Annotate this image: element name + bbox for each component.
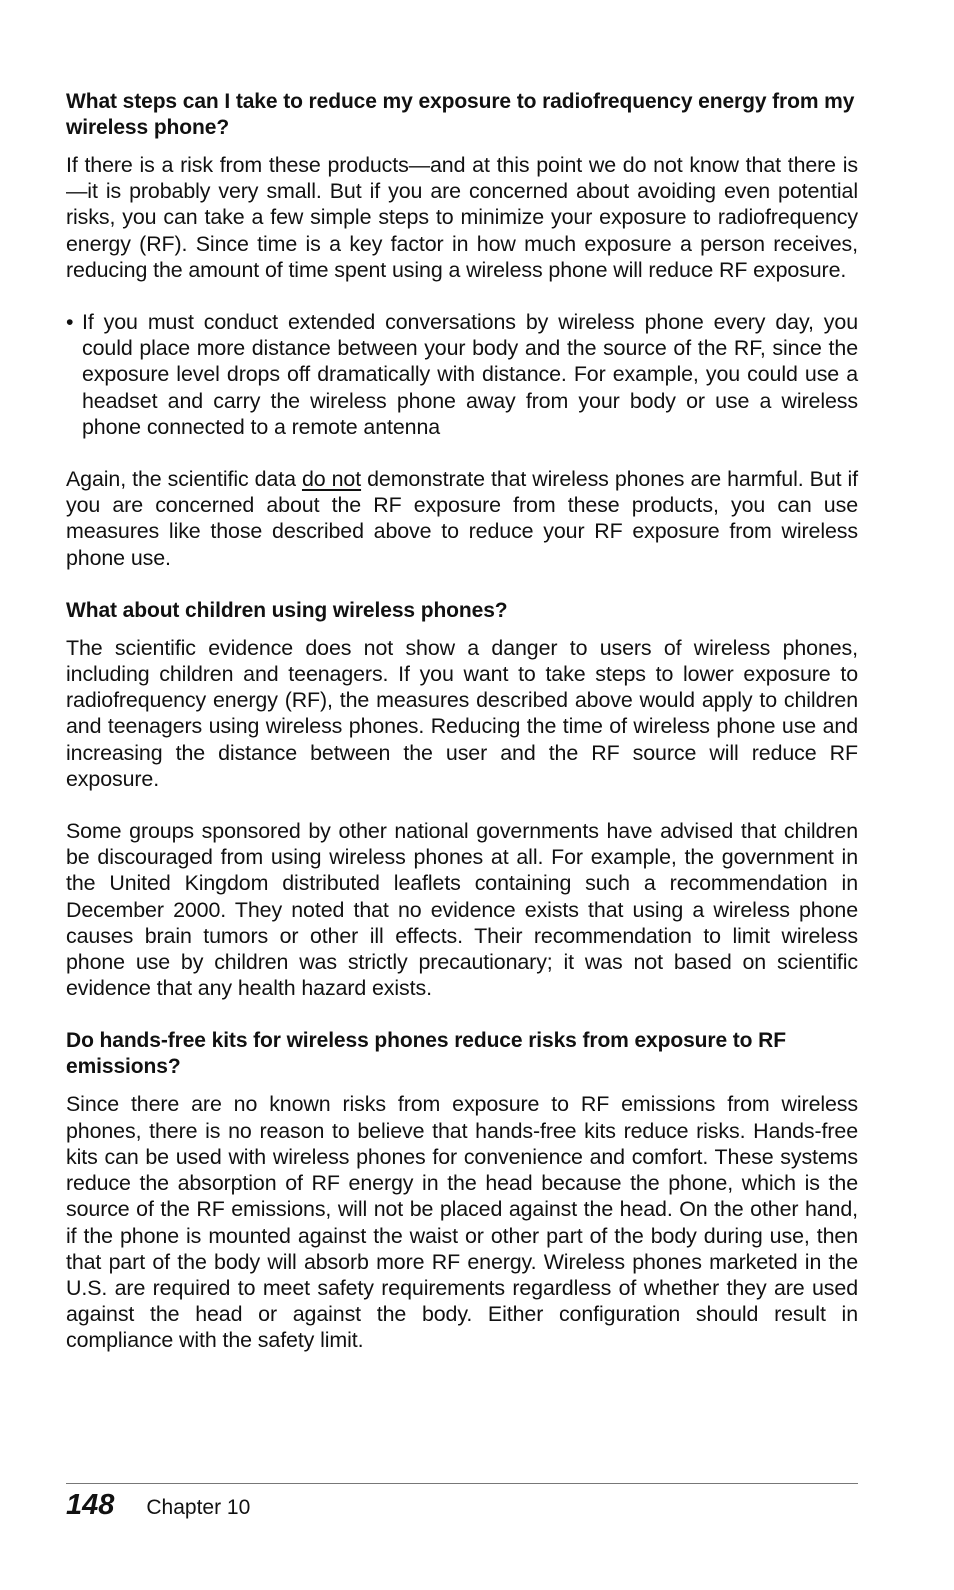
page-footer bbox=[66, 1487, 250, 1527]
bullet-list bbox=[66, 309, 858, 440]
chapter-label: Chapter 10 bbox=[146, 1496, 251, 1519]
list-item bbox=[66, 309, 858, 440]
paragraph-text: Again, the scientific data bbox=[66, 467, 302, 492]
body-paragraph: Some groups sponsored by other national governments have advised that children be discouraged from using wireless phones at all. For example, the government in the United Kingdom distributed leaflets containing such a recommendation in December 2000. They noted that no evidence exists that using a wireless phone causes brain tumors or other ill effects. Their recommendation to limit wireless phone use by children was strictly precautionary; it was not based on scientific evidence that any health hazard exists. bbox=[66, 819, 858, 1001]
bullet-text: If you must conduct extended conversations by wireless phone every day, you could place more distance between your body and the source of the RF, since the exposure level drops off dramatically with distance. For example, you could use a headset and carry the wireless phone away from your body or use a wireless phone connected to a remote antenna bbox=[82, 310, 858, 439]
section-children bbox=[66, 598, 858, 1002]
body-paragraph: Since there are no known risks from exposure to RF emissions from wireless phones, there is no reason to believe that hands-free kits reduce risks. Hands-free kits can be used with wireless phones for convenience and comfort. These systems reduce the absorption of RF energy in the head because the phone, which is the source of the RF emissions, will not be placed against the head. On the other hand, if the phone is mounted against the waist or other part of the body during use, then that part of the body will absorb more RF energy. Wireless phones marketed in the U.S. are required to meet safety requirements regardless of whether they are used against the head or against the body. Either configuration should result in compliance with the safety limit. bbox=[66, 1092, 858, 1353]
section-hands-free-kits bbox=[66, 1028, 858, 1353]
footer-divider bbox=[66, 1483, 858, 1484]
section-heading: What steps can I take to reduce my exposure to radiofrequency energy from my wireless phone? bbox=[66, 90, 855, 139]
paragraph-text: demonstrate that wireless phones are harmful. But if you are concerned about the RF exposure from these products, you can use measures like those described above to reduce your RF exposure from wireless phone use. bbox=[66, 467, 859, 570]
section-rf-exposure-steps bbox=[66, 89, 858, 571]
section-heading: Do hands-free kits for wireless phones reduce risks from exposure to RF emissions? bbox=[66, 1029, 786, 1079]
section-heading: What about children using wireless phones? bbox=[66, 598, 508, 622]
body-paragraph: The scientific evidence does not show a danger to users of wireless phones, including children and teenagers. If you want to take steps to lower exposure to radiofrequency energy (RF), the measures described above would apply to children and teenagers using wireless phones. Reducing the time of wireless phone use and increasing the distance between the user and the RF source will reduce RF exposure. bbox=[66, 635, 858, 791]
underlined-emphasis: do not bbox=[301, 467, 362, 492]
body-paragraph bbox=[66, 466, 858, 571]
body-paragraph: If there is a risk from these products—and at this point we do not know that there is—it is probably very small. But if you are concerned about avoiding even potential risks, you can take a few simple steps to minimize your exposure to radiofrequency energy (RF). Since time is a key factor in how much exposure a person receives, reducing the amount of time spent using a wireless phone will reduce RF exposure. bbox=[66, 153, 858, 282]
bullet-icon: • bbox=[66, 310, 74, 335]
page-content bbox=[66, 89, 858, 1354]
page-number: 148 bbox=[66, 1489, 115, 1521]
